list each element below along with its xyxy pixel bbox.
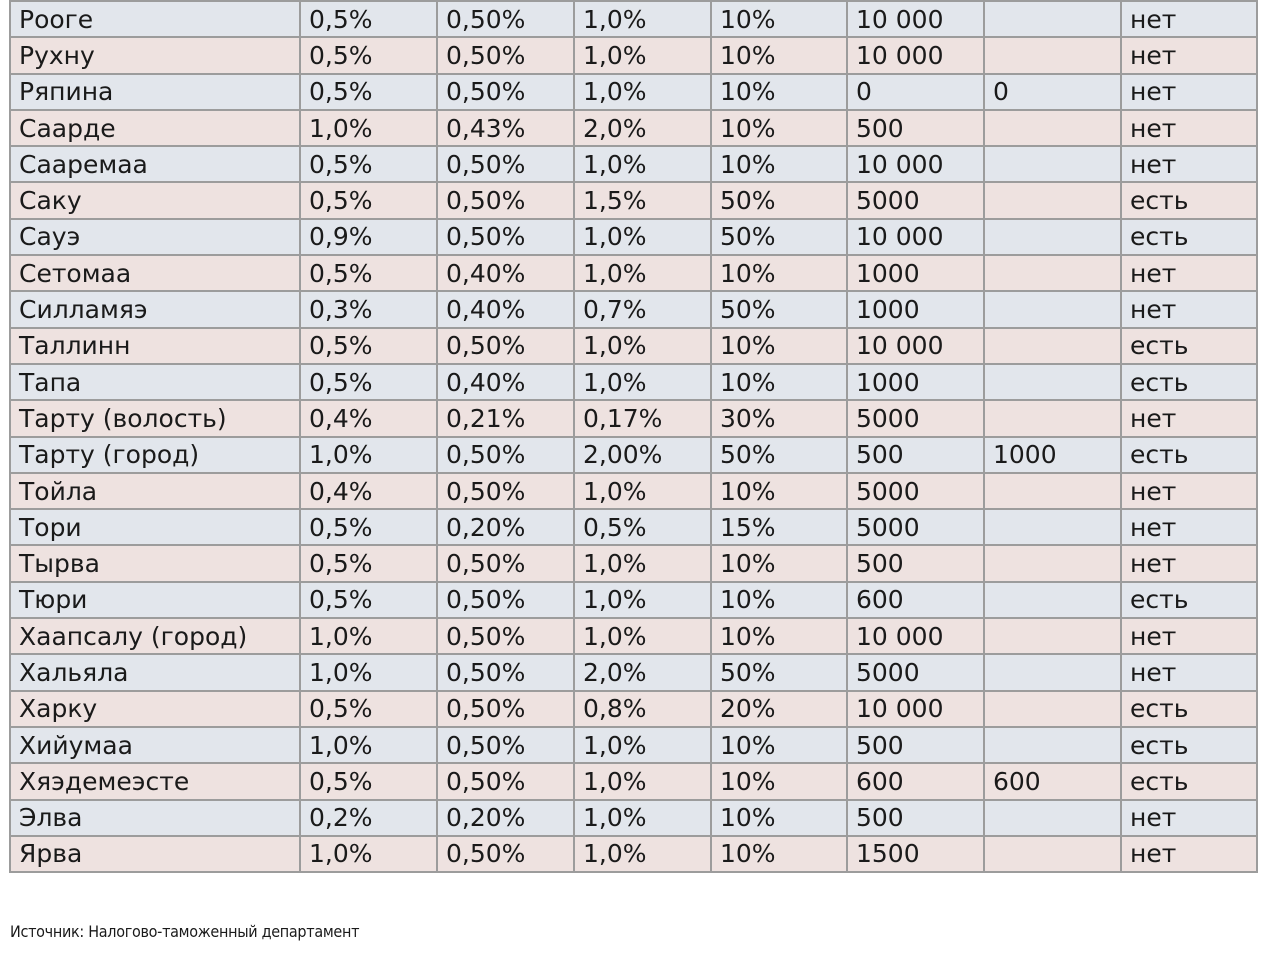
- cell-municipality: Ярва: [10, 836, 300, 872]
- cell-rate-3: 1,0%: [574, 727, 711, 763]
- table-row: [10, 291, 1257, 327]
- table-row: [10, 74, 1257, 110]
- cell-rate-2: 0,50%: [437, 836, 574, 872]
- cell-rate-4: 10%: [711, 364, 847, 400]
- cell-flag: нет: [1121, 800, 1257, 836]
- cell-amount-2: [984, 328, 1121, 364]
- cell-rate-3: 1,0%: [574, 74, 711, 110]
- cell-flag: есть: [1121, 582, 1257, 618]
- cell-municipality: Саарде: [10, 110, 300, 146]
- cell-rate-1: 0,5%: [300, 582, 437, 618]
- cell-municipality: Таллинн: [10, 328, 300, 364]
- cell-flag: есть: [1121, 182, 1257, 218]
- cell-rate-2: 0,50%: [437, 1, 574, 37]
- cell-rate-4: 10%: [711, 727, 847, 763]
- table-row: [10, 146, 1257, 182]
- cell-amount-2: [984, 691, 1121, 727]
- table-body: [10, 1, 1257, 872]
- cell-rate-2: 0,20%: [437, 800, 574, 836]
- cell-amount-1: 10 000: [847, 691, 984, 727]
- cell-flag: нет: [1121, 545, 1257, 581]
- cell-rate-3: 2,00%: [574, 437, 711, 473]
- cell-municipality: Хяэдемеэсте: [10, 763, 300, 799]
- table-row: [10, 691, 1257, 727]
- cell-amount-1: 500: [847, 437, 984, 473]
- cell-amount-2: [984, 110, 1121, 146]
- cell-rate-1: 1,0%: [300, 110, 437, 146]
- cell-rate-1: 0,5%: [300, 509, 437, 545]
- cell-rate-4: 50%: [711, 654, 847, 690]
- cell-municipality: Тырва: [10, 545, 300, 581]
- cell-flag: нет: [1121, 400, 1257, 436]
- cell-flag: есть: [1121, 364, 1257, 400]
- cell-amount-2: [984, 182, 1121, 218]
- cell-rate-4: 15%: [711, 509, 847, 545]
- cell-municipality: Элва: [10, 800, 300, 836]
- cell-rate-2: 0,50%: [437, 328, 574, 364]
- cell-flag: нет: [1121, 618, 1257, 654]
- cell-rate-1: 0,5%: [300, 328, 437, 364]
- cell-rate-3: 2,0%: [574, 654, 711, 690]
- table-row: [10, 110, 1257, 146]
- cell-rate-2: 0,40%: [437, 255, 574, 291]
- cell-rate-3: 1,0%: [574, 473, 711, 509]
- cell-flag: нет: [1121, 473, 1257, 509]
- cell-rate-2: 0,43%: [437, 110, 574, 146]
- cell-municipality: Тюри: [10, 582, 300, 618]
- cell-amount-2: 0: [984, 74, 1121, 110]
- cell-rate-2: 0,50%: [437, 473, 574, 509]
- cell-municipality: Силламяэ: [10, 291, 300, 327]
- cell-rate-4: 50%: [711, 437, 847, 473]
- cell-flag: нет: [1121, 146, 1257, 182]
- cell-rate-3: 0,17%: [574, 400, 711, 436]
- cell-rate-1: 0,5%: [300, 255, 437, 291]
- table-row: [10, 37, 1257, 73]
- cell-rate-2: 0,50%: [437, 654, 574, 690]
- table-row: [10, 182, 1257, 218]
- cell-municipality: Хальяла: [10, 654, 300, 690]
- cell-flag: нет: [1121, 110, 1257, 146]
- cell-municipality: Рооге: [10, 1, 300, 37]
- cell-amount-2: [984, 800, 1121, 836]
- cell-amount-2: [984, 37, 1121, 73]
- table-row: [10, 763, 1257, 799]
- cell-flag: есть: [1121, 727, 1257, 763]
- cell-flag: нет: [1121, 654, 1257, 690]
- table-row: [10, 219, 1257, 255]
- cell-rate-2: 0,50%: [437, 146, 574, 182]
- cell-rate-3: 1,0%: [574, 328, 711, 364]
- cell-rate-2: 0,50%: [437, 219, 574, 255]
- tax-rates-table-container: [9, 0, 1258, 873]
- cell-rate-3: 1,0%: [574, 1, 711, 37]
- cell-municipality: Сааремаа: [10, 146, 300, 182]
- cell-rate-1: 0,5%: [300, 74, 437, 110]
- cell-rate-1: 0,5%: [300, 545, 437, 581]
- cell-rate-3: 2,0%: [574, 110, 711, 146]
- cell-rate-1: 1,0%: [300, 618, 437, 654]
- cell-rate-2: 0,50%: [437, 437, 574, 473]
- cell-rate-2: 0,50%: [437, 691, 574, 727]
- cell-rate-1: 0,4%: [300, 473, 437, 509]
- cell-amount-2: [984, 1, 1121, 37]
- cell-flag: нет: [1121, 74, 1257, 110]
- cell-municipality: Тарту (волость): [10, 400, 300, 436]
- cell-flag: нет: [1121, 1, 1257, 37]
- cell-amount-1: 5000: [847, 182, 984, 218]
- table-row: [10, 328, 1257, 364]
- cell-rate-4: 10%: [711, 74, 847, 110]
- cell-rate-4: 30%: [711, 400, 847, 436]
- cell-amount-1: 10 000: [847, 328, 984, 364]
- cell-flag: нет: [1121, 37, 1257, 73]
- cell-rate-2: 0,50%: [437, 74, 574, 110]
- cell-flag: есть: [1121, 328, 1257, 364]
- cell-rate-1: 1,0%: [300, 727, 437, 763]
- cell-rate-1: 0,5%: [300, 763, 437, 799]
- cell-rate-3: 1,0%: [574, 618, 711, 654]
- cell-rate-3: 1,0%: [574, 545, 711, 581]
- cell-rate-1: 0,5%: [300, 1, 437, 37]
- cell-rate-1: 0,5%: [300, 364, 437, 400]
- cell-rate-2: 0,50%: [437, 618, 574, 654]
- cell-amount-1: 5000: [847, 400, 984, 436]
- cell-rate-1: 0,5%: [300, 182, 437, 218]
- cell-amount-2: [984, 727, 1121, 763]
- table-row: [10, 400, 1257, 436]
- cell-amount-1: 10 000: [847, 37, 984, 73]
- cell-rate-3: 1,0%: [574, 582, 711, 618]
- cell-rate-4: 10%: [711, 582, 847, 618]
- cell-amount-1: 0: [847, 74, 984, 110]
- cell-rate-3: 0,5%: [574, 509, 711, 545]
- cell-municipality: Тори: [10, 509, 300, 545]
- cell-rate-4: 10%: [711, 618, 847, 654]
- table-row: [10, 836, 1257, 872]
- cell-rate-1: 0,5%: [300, 146, 437, 182]
- cell-rate-4: 50%: [711, 219, 847, 255]
- cell-rate-1: 0,9%: [300, 219, 437, 255]
- table-row: [10, 654, 1257, 690]
- cell-rate-3: 1,0%: [574, 219, 711, 255]
- cell-municipality: Тойла: [10, 473, 300, 509]
- cell-amount-1: 600: [847, 763, 984, 799]
- cell-rate-2: 0,50%: [437, 545, 574, 581]
- cell-rate-3: 0,7%: [574, 291, 711, 327]
- cell-rate-2: 0,40%: [437, 364, 574, 400]
- cell-municipality: Сетомаа: [10, 255, 300, 291]
- table-row: [10, 437, 1257, 473]
- tax-rates-table: [9, 0, 1258, 873]
- cell-amount-2: 1000: [984, 437, 1121, 473]
- cell-amount-1: 1000: [847, 291, 984, 327]
- cell-amount-1: 1500: [847, 836, 984, 872]
- table-row: [10, 545, 1257, 581]
- cell-flag: нет: [1121, 291, 1257, 327]
- cell-amount-1: 500: [847, 727, 984, 763]
- cell-amount-2: [984, 836, 1121, 872]
- cell-flag: есть: [1121, 219, 1257, 255]
- cell-amount-2: [984, 146, 1121, 182]
- cell-amount-1: 500: [847, 800, 984, 836]
- cell-amount-1: 1000: [847, 364, 984, 400]
- cell-municipality: Сауэ: [10, 219, 300, 255]
- table-row: [10, 255, 1257, 291]
- cell-amount-1: 10 000: [847, 146, 984, 182]
- cell-flag: есть: [1121, 437, 1257, 473]
- cell-rate-4: 50%: [711, 291, 847, 327]
- cell-rate-1: 1,0%: [300, 654, 437, 690]
- cell-rate-4: 10%: [711, 800, 847, 836]
- cell-flag: нет: [1121, 255, 1257, 291]
- table-row: [10, 1, 1257, 37]
- cell-rate-2: 0,50%: [437, 582, 574, 618]
- source-note: Источник: Налогово-таможенный департамент: [10, 922, 360, 941]
- cell-amount-2: [984, 291, 1121, 327]
- cell-amount-1: 500: [847, 545, 984, 581]
- cell-flag: нет: [1121, 836, 1257, 872]
- cell-rate-4: 10%: [711, 110, 847, 146]
- table-row: [10, 727, 1257, 763]
- cell-rate-2: 0,21%: [437, 400, 574, 436]
- cell-amount-2: [984, 364, 1121, 400]
- table-row: [10, 582, 1257, 618]
- cell-rate-4: 10%: [711, 473, 847, 509]
- cell-amount-1: 500: [847, 110, 984, 146]
- cell-rate-1: 0,4%: [300, 400, 437, 436]
- table-row: [10, 618, 1257, 654]
- cell-municipality: Тарту (город): [10, 437, 300, 473]
- cell-amount-2: [984, 509, 1121, 545]
- cell-flag: есть: [1121, 691, 1257, 727]
- cell-rate-4: 10%: [711, 146, 847, 182]
- cell-rate-4: 20%: [711, 691, 847, 727]
- cell-amount-2: [984, 654, 1121, 690]
- table-row: [10, 509, 1257, 545]
- cell-rate-2: 0,20%: [437, 509, 574, 545]
- cell-rate-3: 1,0%: [574, 763, 711, 799]
- cell-municipality: Рухну: [10, 37, 300, 73]
- cell-rate-4: 50%: [711, 182, 847, 218]
- cell-rate-1: 1,0%: [300, 437, 437, 473]
- cell-rate-3: 1,0%: [574, 800, 711, 836]
- cell-amount-2: [984, 582, 1121, 618]
- cell-municipality: Ряпина: [10, 74, 300, 110]
- cell-rate-3: 1,5%: [574, 182, 711, 218]
- cell-amount-1: 10 000: [847, 618, 984, 654]
- cell-rate-4: 10%: [711, 255, 847, 291]
- cell-amount-1: 5000: [847, 509, 984, 545]
- table-row: [10, 800, 1257, 836]
- cell-amount-2: [984, 473, 1121, 509]
- cell-amount-2: [984, 219, 1121, 255]
- cell-rate-2: 0,50%: [437, 727, 574, 763]
- cell-rate-1: 0,3%: [300, 291, 437, 327]
- table-row: [10, 364, 1257, 400]
- cell-amount-1: 10 000: [847, 1, 984, 37]
- cell-rate-3: 1,0%: [574, 255, 711, 291]
- cell-amount-1: 5000: [847, 473, 984, 509]
- table-row: [10, 473, 1257, 509]
- cell-amount-1: 5000: [847, 654, 984, 690]
- cell-rate-4: 10%: [711, 37, 847, 73]
- cell-amount-2: [984, 545, 1121, 581]
- cell-amount-2: [984, 255, 1121, 291]
- cell-rate-1: 1,0%: [300, 836, 437, 872]
- cell-amount-1: 10 000: [847, 219, 984, 255]
- cell-rate-4: 10%: [711, 1, 847, 37]
- cell-rate-3: 1,0%: [574, 364, 711, 400]
- cell-municipality: Хийумаа: [10, 727, 300, 763]
- cell-rate-3: 1,0%: [574, 836, 711, 872]
- cell-rate-1: 0,5%: [300, 37, 437, 73]
- cell-amount-1: 1000: [847, 255, 984, 291]
- cell-rate-3: 1,0%: [574, 37, 711, 73]
- cell-rate-1: 0,5%: [300, 691, 437, 727]
- cell-rate-4: 10%: [711, 328, 847, 364]
- cell-rate-1: 0,2%: [300, 800, 437, 836]
- cell-rate-2: 0,40%: [437, 291, 574, 327]
- cell-amount-2: [984, 618, 1121, 654]
- cell-rate-4: 10%: [711, 545, 847, 581]
- cell-municipality: Харку: [10, 691, 300, 727]
- cell-amount-2: 600: [984, 763, 1121, 799]
- cell-municipality: Тапа: [10, 364, 300, 400]
- cell-rate-4: 10%: [711, 836, 847, 872]
- cell-amount-2: [984, 400, 1121, 436]
- cell-municipality: Саку: [10, 182, 300, 218]
- cell-municipality: Хаапсалу (город): [10, 618, 300, 654]
- cell-amount-1: 600: [847, 582, 984, 618]
- cell-rate-2: 0,50%: [437, 763, 574, 799]
- cell-rate-2: 0,50%: [437, 182, 574, 218]
- cell-rate-2: 0,50%: [437, 37, 574, 73]
- cell-flag: нет: [1121, 509, 1257, 545]
- cell-flag: есть: [1121, 763, 1257, 799]
- cell-rate-3: 0,8%: [574, 691, 711, 727]
- cell-rate-4: 10%: [711, 763, 847, 799]
- cell-rate-3: 1,0%: [574, 146, 711, 182]
